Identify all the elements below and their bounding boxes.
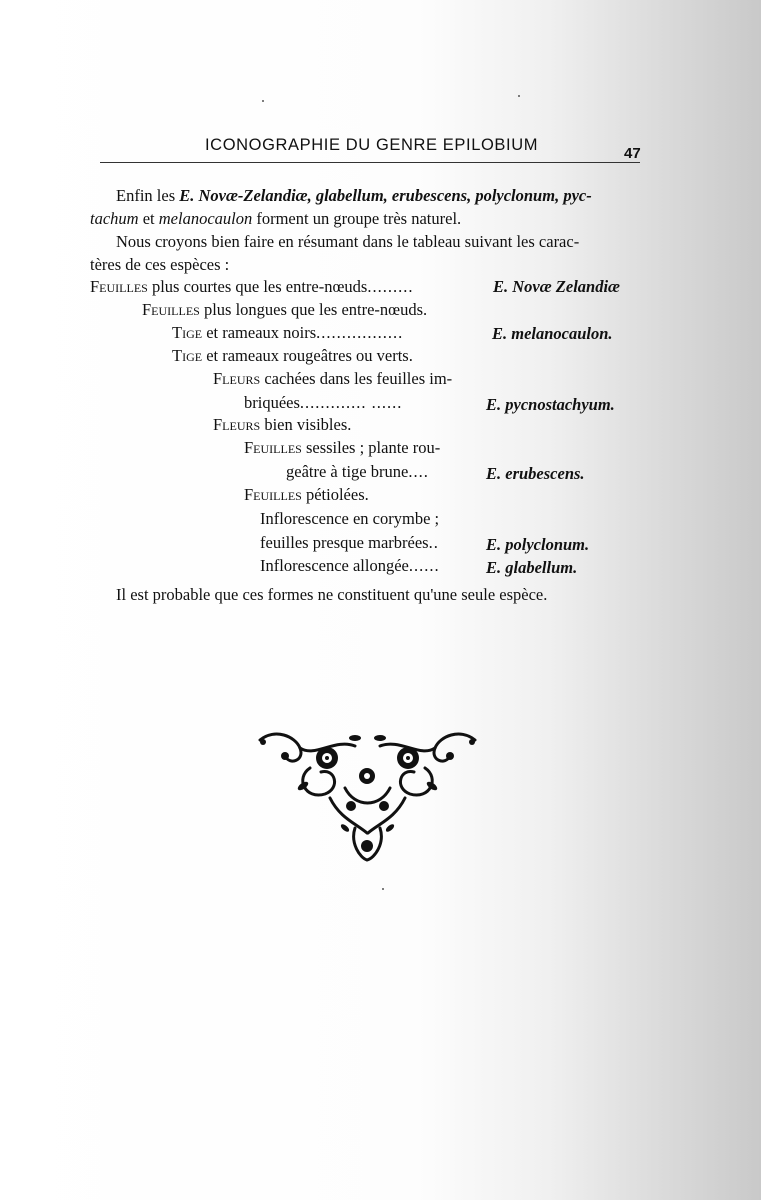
- key-row-6: briquées............. ......: [244, 393, 403, 412]
- species-glabellum: E. glabellum.: [486, 558, 578, 577]
- intro-line-3: Nous croyons bien faire en résumant dans le tableau suivant les carac-: [116, 232, 580, 251]
- intro-line-2: tachum et melanocaulon forment un groupe très naturel.: [90, 209, 462, 228]
- key-row-13: Inflorescence allongée......: [260, 556, 440, 575]
- key-row-8: Feuilles sessiles ; plante rou-: [244, 438, 441, 457]
- closing-sentence: Il est probable que ces formes ne constituent qu'une seule espèce.: [116, 585, 548, 604]
- key-row-10: Feuilles pétiolées.: [244, 485, 369, 504]
- key-row-4: Tige et rameaux rougeâtres ou verts.: [172, 346, 413, 365]
- key-row-1: Feuilles plus courtes que les entre-nœuds.........: [90, 277, 414, 296]
- key-row-12: feuilles presque marbrées..: [260, 533, 439, 552]
- species-polyclonum: E. polyclonum.: [486, 535, 590, 554]
- species-novae-zelandiae: E. Novæ Zelandiæ: [493, 277, 620, 296]
- running-header: ICONOGRAPHIE DU GENRE EPILOBIUM: [205, 136, 539, 154]
- key-row-5: Fleurs cachées dans les feuilles im-: [213, 369, 453, 388]
- species-melanocaulon: E. melanocaulon.: [492, 324, 613, 343]
- key-row-3: Tige et rameaux noirs.................: [172, 323, 404, 342]
- print-speck: [518, 95, 520, 97]
- key-row-11: Inflorescence en corymbe ;: [260, 509, 440, 528]
- print-speck: [262, 100, 264, 102]
- intro-line-4: tères de ces espèces :: [90, 255, 230, 274]
- header-rule: [100, 162, 640, 163]
- species-pycnostachyum: E. pycnostachyum.: [486, 395, 615, 414]
- key-row-2: Feuilles plus longues que les entre-nœuds.: [142, 300, 428, 319]
- intro-line-1: Enfin les E. Novæ-Zelandiæ, glabellum, erubescens, polyclonum, pyc-: [116, 186, 592, 205]
- species-list: E. Novæ-Zelandiæ, glabellum, erubescens, polyclonum, pyc-: [179, 186, 592, 205]
- key-row-7: Fleurs bien visibles.: [213, 415, 352, 434]
- key-row-9: geâtre à tige brune....: [286, 462, 429, 481]
- print-speck: [382, 888, 384, 890]
- floral-vignette-icon: [255, 728, 480, 863]
- page-number: 47: [624, 145, 641, 162]
- species-erubescens: E. erubescens.: [486, 464, 585, 483]
